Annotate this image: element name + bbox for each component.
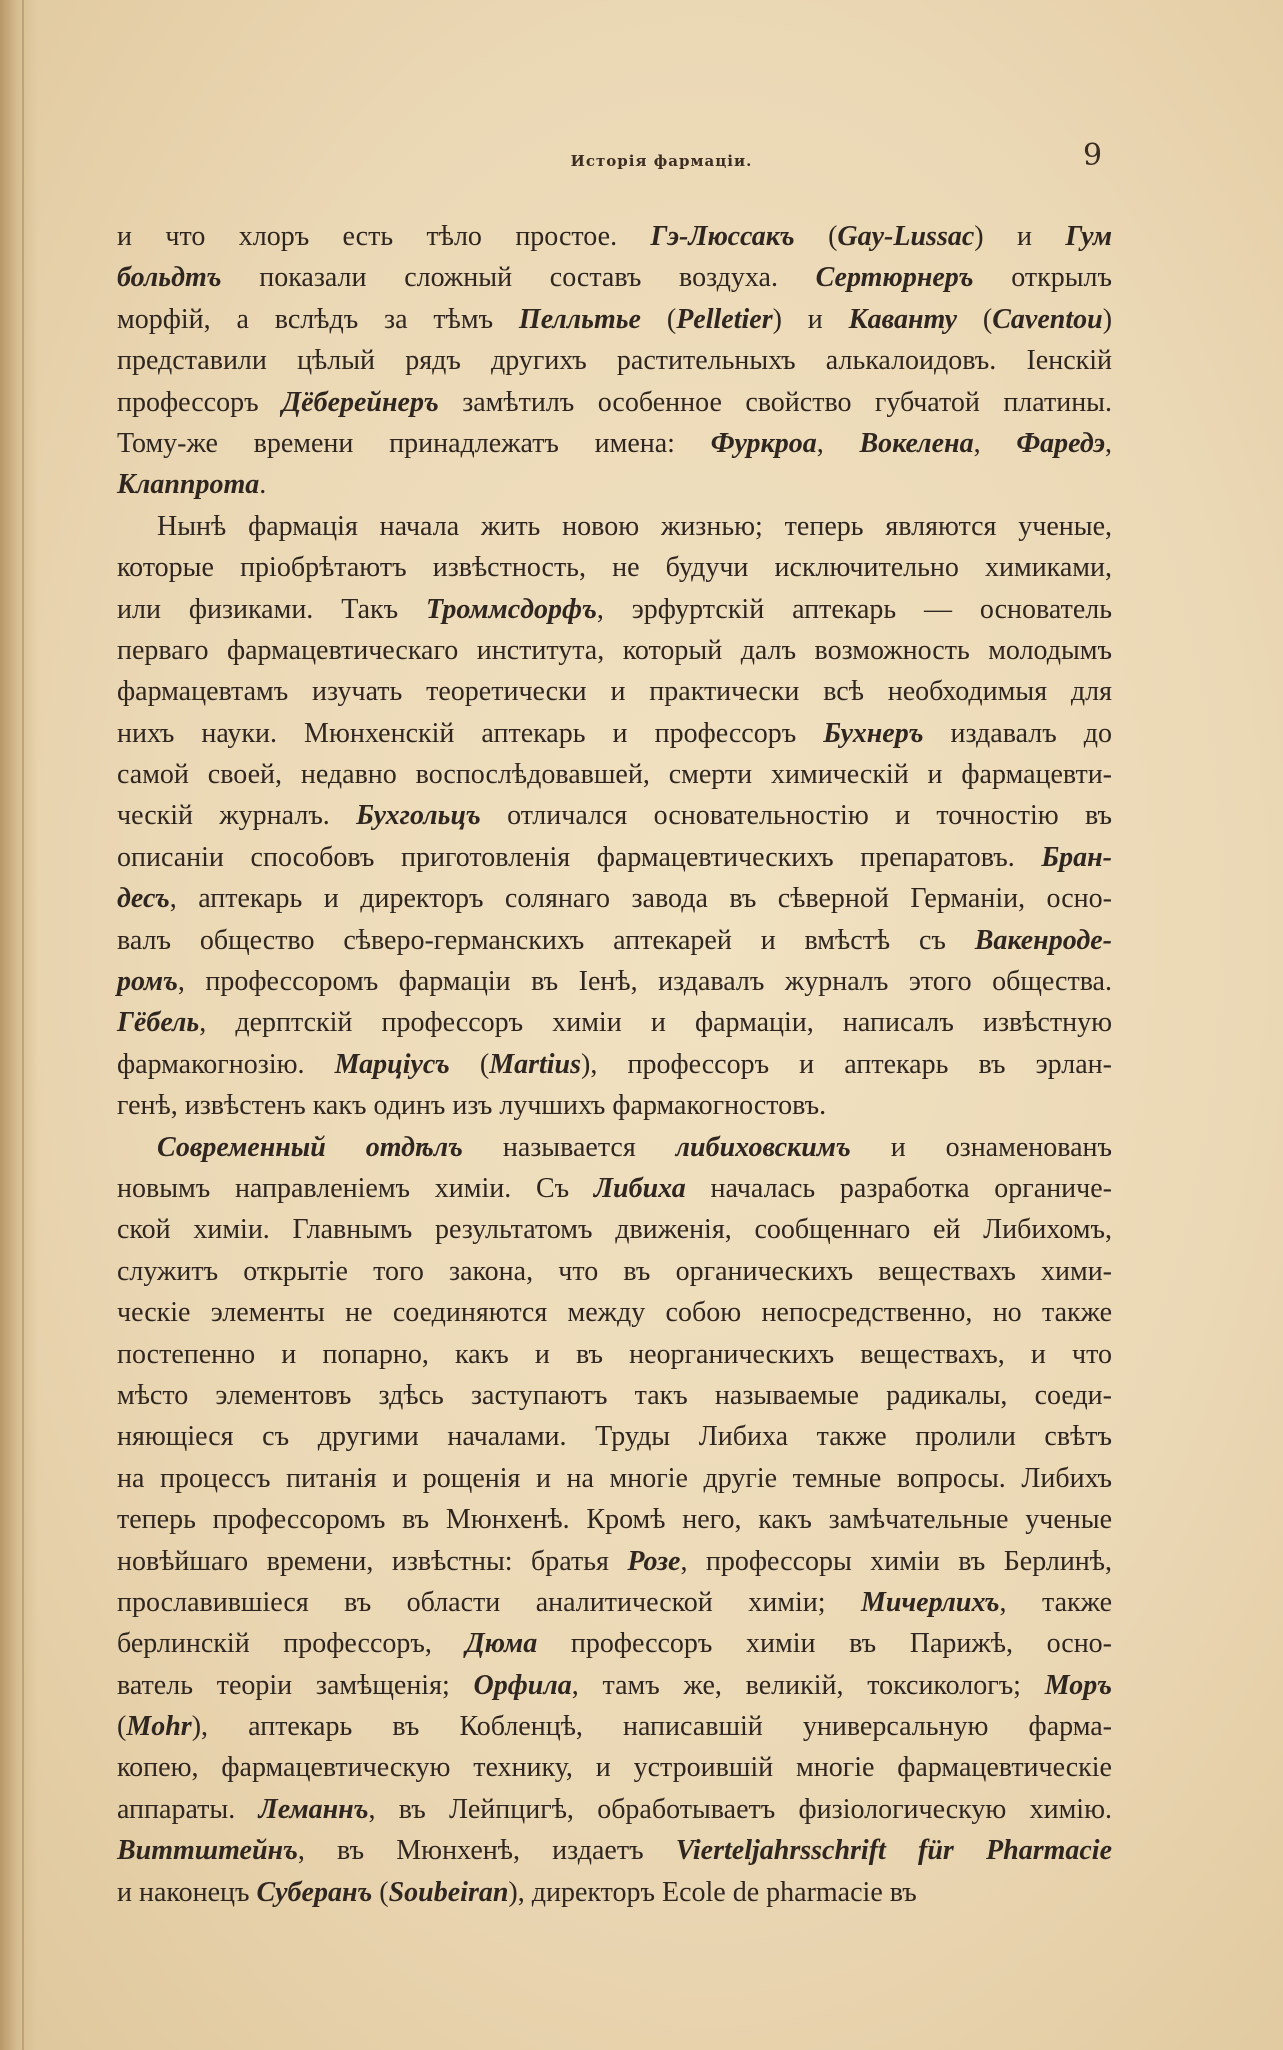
- emphasized-text: Бран-: [1041, 841, 1112, 873]
- text-span: на процессъ питанія и рощенія и на многіе другіе темные вопросы. Либихъ: [117, 1462, 1112, 1494]
- emphasized-text: Soubeiran: [388, 1876, 509, 1908]
- text-line: [117, 1458, 1112, 1499]
- text-span: и наконецъ: [117, 1876, 257, 1908]
- text-line: [117, 754, 1112, 795]
- emphasized-text: Розе: [627, 1545, 681, 1577]
- text-span: морфій, а вслѣдъ за тѣмъ: [117, 303, 519, 335]
- text-span: , профессоромъ фармаціи въ Іенѣ, издавалъ журналъ этого общества.: [177, 966, 1112, 998]
- text-span: фармацевтамъ изучать теоретически и практически всѣ необходимыя для: [117, 676, 1112, 708]
- text-span: открылъ: [973, 262, 1113, 294]
- text-span: новымъ направленіемъ химіи. Съ: [117, 1172, 594, 1204]
- text-span: новѣйшаго времени, извѣстны: братья: [117, 1545, 628, 1577]
- emphasized-text: Либиха: [593, 1172, 686, 1204]
- emphasized-text: Бухгольцъ: [356, 800, 481, 832]
- emphasized-text: больдтъ: [117, 262, 222, 294]
- emphasized-text: Дёберейнеръ: [282, 386, 439, 418]
- text-line: [117, 1747, 1112, 1788]
- text-line: [117, 589, 1112, 630]
- text-span: , тамъ же, великій, токсикологъ;: [571, 1669, 1045, 1701]
- text-span: (: [117, 1711, 127, 1743]
- emphasized-text: Марціусъ: [334, 1048, 450, 1080]
- text-span: профессоръ химіи въ Парижѣ, осно-: [537, 1628, 1112, 1660]
- text-span: ): [1102, 303, 1113, 335]
- emphasized-text: Mohr: [126, 1711, 192, 1743]
- text-span: ,: [1105, 427, 1113, 459]
- text-span: или физиками. Такъ: [117, 593, 426, 625]
- emphasized-text: Каванту: [848, 303, 958, 335]
- text-span: и ознаменованъ: [850, 1131, 1112, 1163]
- text-span: ), аптекарь въ Кобленцѣ, написавшій универсальную фарма-: [191, 1711, 1112, 1743]
- text-span: , профессоры химіи въ Берлинѣ,: [680, 1545, 1112, 1577]
- emphasized-text: Caventou: [992, 303, 1103, 335]
- emphasized-text: Орфила: [473, 1669, 572, 1701]
- emphasized-text: Гёбель: [117, 1007, 200, 1039]
- text-line: [117, 506, 1112, 547]
- text-line: [117, 1582, 1112, 1623]
- text-span: , эрфуртскій аптекарь — основатель: [596, 593, 1112, 625]
- text-line: [117, 1292, 1112, 1333]
- text-span: которые пріобрѣтаютъ извѣстность, не будучи исключительно химиками,: [117, 552, 1112, 584]
- text-line: [117, 1251, 1112, 1292]
- text-span: описаніи способовъ приготовленія фармацевтическихъ препаратовъ.: [117, 841, 1042, 873]
- text-span: издавалъ до: [923, 717, 1113, 749]
- text-line: [117, 630, 1112, 671]
- text-span: теперь профессоромъ въ Мюнхенѣ. Кромѣ него, какъ замѣчательные ученые: [117, 1504, 1112, 1536]
- text-span: , дерптскій профессоръ химіи и фармаціи, написалъ извѣстную: [199, 1007, 1112, 1039]
- text-span: самой своей, недавно воспослѣдовавшей, смерти химическій и фармацевти-: [117, 759, 1112, 791]
- text-span: .: [259, 469, 267, 501]
- emphasized-text: Gay-Lussac: [837, 221, 975, 252]
- text-line: [117, 837, 1112, 878]
- text-line: [117, 547, 1112, 588]
- text-line: [117, 1499, 1112, 1540]
- emphasized-text: Пелльтье: [518, 303, 641, 335]
- text-line: [117, 671, 1112, 712]
- text-span: ) и: [974, 221, 1066, 252]
- text-span: ческіе элементы не соединяются между собою непосредственно, но также: [117, 1297, 1112, 1329]
- text-span: показали сложный составъ воздуха.: [221, 262, 816, 294]
- emphasized-text: Martius: [489, 1048, 582, 1080]
- text-span: ческій журналъ.: [117, 800, 357, 832]
- emphasized-text: Вакенроде-: [974, 924, 1112, 956]
- text-line: [117, 713, 1112, 754]
- text-span: (: [794, 221, 838, 252]
- emphasized-text: Троммсдорфъ: [426, 593, 597, 625]
- text-line: [117, 795, 1112, 836]
- text-span: няющіеся съ другими началами. Труды Либиха также пролили свѣтъ: [117, 1421, 1112, 1453]
- text-line: [117, 1334, 1112, 1375]
- emphasized-text: Vierteljahrsschrift für Pharmacie: [675, 1835, 1113, 1867]
- text-line: [117, 1830, 1112, 1871]
- text-line: [117, 1665, 1112, 1706]
- gutter-shadow: [0, 0, 38, 2050]
- text-span: ской химіи. Главнымъ результатомъ движенія, сообщеннаго ей Либихомъ,: [117, 1214, 1112, 1246]
- text-line: [117, 1002, 1112, 1043]
- text-span: ,: [973, 427, 1017, 459]
- text-line: [117, 1085, 1112, 1126]
- emphasized-text: Фаредэ: [1016, 427, 1106, 459]
- text-span: , также: [999, 1586, 1113, 1618]
- text-line: [117, 464, 1112, 505]
- emphasized-text: Бухнеръ: [823, 717, 924, 749]
- text-span: нихъ науки. Мюнхенскій аптекарь и профессоръ: [117, 717, 824, 749]
- text-line: [117, 1706, 1112, 1747]
- emphasized-text: Суберанъ: [256, 1876, 373, 1908]
- text-line: [117, 1375, 1112, 1416]
- emphasized-text: Вокелена: [859, 427, 974, 459]
- body-text: [117, 216, 1112, 1913]
- emphasized-text: либиховскимъ: [675, 1131, 851, 1163]
- emphasized-text: Мичерлихъ: [860, 1586, 1000, 1618]
- text-span: , аптекарь и директоръ солянаго завода въ сѣверной Германіи, осно-: [169, 883, 1112, 915]
- text-span: замѣтилъ особенное свойство губчатой платины.: [438, 386, 1112, 418]
- text-span: (: [449, 1048, 490, 1080]
- text-span: берлинскій профессоръ,: [117, 1628, 466, 1660]
- emphasized-text: Фуркроа: [710, 427, 817, 459]
- emphasized-text: Моръ: [1044, 1669, 1112, 1701]
- text-line: [117, 920, 1112, 961]
- text-span: фармакогнозію.: [117, 1048, 335, 1080]
- text-span: профессоръ: [117, 386, 283, 418]
- text-span: отличался основательностію и точностію въ: [480, 800, 1112, 832]
- text-line: [117, 257, 1112, 298]
- emphasized-text: Современный отдѣлъ: [157, 1131, 463, 1163]
- emphasized-text: десъ: [117, 883, 170, 915]
- emphasized-text: Виттштейнъ: [117, 1835, 298, 1867]
- emphasized-text: ромъ: [117, 966, 178, 998]
- text-line: [117, 1044, 1112, 1085]
- text-span: ватель теоріи замѣщенія;: [117, 1669, 474, 1701]
- text-span: , въ Лейпцигѣ, обработываетъ физіологическую химію.: [368, 1793, 1112, 1825]
- emphasized-text: Клаппрота: [117, 469, 260, 501]
- text-span: перваго фармацевтическаго института, который далъ возможность молодымъ: [117, 634, 1112, 666]
- text-line: [117, 1416, 1112, 1457]
- text-span: прославившіеся въ области аналитической химіи;: [117, 1586, 861, 1618]
- text-span: мѣсто элементовъ здѣсь заступаютъ такъ называемые радикалы, соеди-: [117, 1379, 1112, 1411]
- text-line: [117, 423, 1112, 464]
- text-line: [117, 1623, 1112, 1664]
- text-span: ) и: [772, 303, 849, 335]
- page-number: 9: [1083, 138, 1103, 173]
- text-span: называется: [462, 1131, 676, 1163]
- text-span: (: [957, 303, 993, 335]
- running-head: Исторія фармаціи.: [570, 152, 753, 170]
- text-line: [117, 299, 1112, 340]
- text-span: копею, фармацевтическую технику, и устроившій многіе фармацевтическіе: [117, 1752, 1112, 1784]
- emphasized-text: Сертюрнеръ: [815, 262, 974, 294]
- text-span: служитъ открытіе того закона, что въ органическихъ веществахъ хими-: [117, 1255, 1112, 1287]
- text-line: [117, 1789, 1112, 1830]
- emphasized-text: Дюма: [465, 1628, 538, 1660]
- text-line: [117, 961, 1112, 1002]
- text-line: [117, 1872, 1112, 1913]
- text-line: [117, 382, 1112, 423]
- text-span: Нынѣ фармація начала жить новою жизнью; теперь являются ученые,: [157, 510, 1112, 542]
- spine-line: [22, 0, 24, 2050]
- text-line: [117, 878, 1112, 919]
- text-line: [117, 1209, 1112, 1250]
- text-span: валъ общество сѣверо-германскихъ аптекарей и вмѣстѣ съ: [117, 924, 975, 956]
- emphasized-text: Гэ-Люссакъ: [650, 221, 795, 252]
- text-span: (: [372, 1876, 389, 1908]
- text-line: [117, 1541, 1112, 1582]
- text-span: ), директоръ Ecole de pharmacie въ: [508, 1876, 917, 1908]
- text-span: генѣ, извѣстенъ какъ одинъ изъ лучшихъ фармакогностовъ.: [117, 1090, 827, 1122]
- text-span: началась разработка органиче-: [685, 1172, 1112, 1204]
- text-span: (: [640, 303, 677, 335]
- text-span: постепенно и попарно, какъ и въ неорганическихъ веществахъ, и что: [117, 1338, 1112, 1370]
- text-span: ), профессоръ и аптекарь въ эрлан-: [581, 1048, 1112, 1080]
- text-line: [117, 1127, 1112, 1168]
- text-span: Тому-же времени принадлежатъ имена:: [117, 427, 711, 459]
- emphasized-text: Pelletier: [676, 303, 773, 335]
- text-span: аппараты.: [117, 1793, 259, 1825]
- text-line: [117, 340, 1112, 381]
- text-span: представили цѣлый рядъ другихъ растительныхъ алькалоидовъ. Іенскій: [117, 345, 1112, 377]
- text-line: [117, 1168, 1112, 1209]
- emphasized-text: Гум: [1065, 221, 1112, 252]
- text-span: ,: [816, 427, 860, 459]
- emphasized-text: Леманнъ: [258, 1793, 369, 1825]
- text-span: и что хлоръ есть тѣло простое.: [117, 221, 651, 252]
- text-line: [117, 216, 1112, 257]
- text-span: , въ Мюнхенѣ, издаетъ: [297, 1835, 676, 1867]
